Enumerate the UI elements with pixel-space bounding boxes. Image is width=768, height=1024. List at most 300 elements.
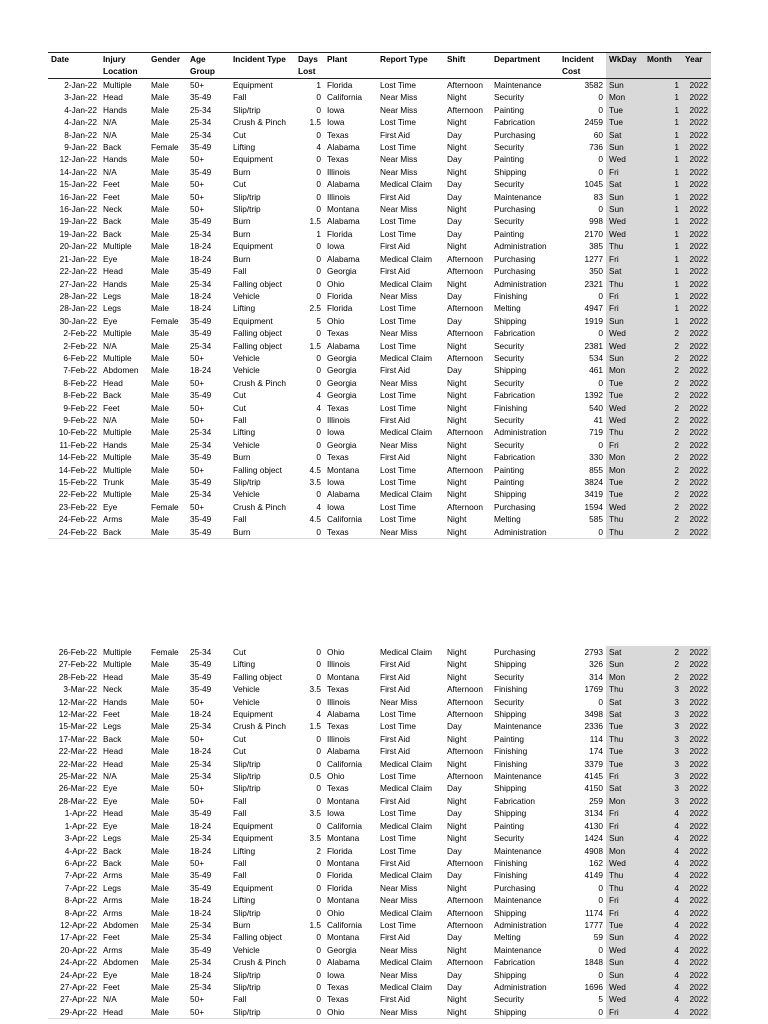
cell-age-group: 50+ xyxy=(190,179,205,190)
cell-incident-type: Crush & Pinch xyxy=(233,957,287,968)
cell-age-group: 35-49 xyxy=(190,808,212,819)
cell-report-type: Lost Time xyxy=(380,709,416,720)
cell-days-lost: 0 xyxy=(316,241,321,252)
cell-shift: Day xyxy=(447,228,462,239)
cell-report-type: Near Miss xyxy=(380,882,418,893)
table-row xyxy=(48,956,711,968)
cell-incident-cost: 385 xyxy=(589,241,603,252)
cell-incident-type: Fall xyxy=(233,870,247,881)
cell-department: Shipping xyxy=(491,1006,559,1019)
cell-date: 10-Feb-22 xyxy=(58,427,97,438)
cell-incident-cost: 0 xyxy=(598,204,603,215)
cell-year: 2022 xyxy=(682,832,711,844)
cell-incident-cost: 1769 xyxy=(584,684,603,695)
cell-days-lost: 0 xyxy=(316,820,321,831)
cell-age-group: 35-49 xyxy=(190,659,212,670)
cell-plant: Georgia xyxy=(327,266,357,277)
cell-department: Maintenance xyxy=(494,771,542,782)
cell-incident-type: Vehicle xyxy=(233,489,260,500)
cell-injury-location: Arms xyxy=(103,870,123,881)
cell-gender: Male xyxy=(151,696,169,707)
cell-report-type: Near Miss xyxy=(380,944,418,955)
cell-report-type: Lost Time xyxy=(380,833,416,844)
cell-injury-location: Arms xyxy=(103,944,123,955)
cell-year: 2022 xyxy=(682,944,711,956)
cell-month: 1 xyxy=(644,203,682,215)
cell-year: 2022 xyxy=(682,414,711,426)
cell-report-type: Near Miss xyxy=(377,1006,444,1019)
table-row xyxy=(48,265,711,277)
cell-year: 2022 xyxy=(682,526,711,539)
cell-days-lost: 0 xyxy=(316,489,321,500)
cell-wkday: Mon xyxy=(606,451,644,463)
table-row xyxy=(48,931,711,943)
cell-incident-type: Cut xyxy=(233,647,246,657)
cell-days-lost: 3.5 xyxy=(309,833,321,844)
cell-month: 4 xyxy=(644,981,682,993)
cell-incident-cost: 2336 xyxy=(584,721,603,732)
cell-wkday: Sat xyxy=(606,129,644,141)
table-row xyxy=(48,807,711,819)
cell-wkday: Wed xyxy=(606,228,644,240)
cell-injury-location: Multiple xyxy=(103,352,132,363)
cell-gender: Male xyxy=(151,994,169,1005)
cell-wkday: Mon xyxy=(606,364,644,376)
cell-days-lost: 0 xyxy=(316,969,321,980)
cell-injury-location: Feet xyxy=(103,981,120,992)
cell-shift: Night xyxy=(444,1006,491,1019)
cell-age-group: 35-49 xyxy=(190,166,212,177)
cell-date: 9-Feb-22 xyxy=(63,414,97,425)
cell-report-type: Medical Claim xyxy=(380,957,433,968)
cell-plant: Florida xyxy=(327,290,353,301)
cell-wkday: Fri xyxy=(606,439,644,451)
cell-report-type: Near Miss xyxy=(380,895,418,906)
cell-department: Purchasing xyxy=(494,129,536,140)
cell-year: 2022 xyxy=(682,894,711,906)
cell-date: 24-Apr-22 xyxy=(60,969,97,980)
cell-gender: Male xyxy=(151,514,169,525)
cell-age-group: 50+ xyxy=(190,795,205,806)
table-row xyxy=(48,782,711,794)
cell-date: 22-Feb-22 xyxy=(58,489,97,500)
table-row xyxy=(48,501,711,513)
cell-gender: Male xyxy=(151,390,169,401)
cell-shift: Night xyxy=(447,514,467,525)
cell-plant: Georgia xyxy=(327,377,357,388)
cell-days-lost: 0 xyxy=(316,365,321,376)
cell-year: 2022 xyxy=(682,302,711,314)
cell-incident-type: Crush & Pinch xyxy=(233,117,287,128)
table-row xyxy=(48,228,711,240)
cell-injury-location: Legs xyxy=(103,721,121,732)
cell-month: 1 xyxy=(644,79,682,92)
cell-report-type: Medical Claim xyxy=(380,907,433,918)
cell-gender: Male xyxy=(151,919,169,930)
cell-plant: Florida xyxy=(327,303,353,314)
cell-incident-cost: 0 xyxy=(598,154,603,165)
header-plant: Plant xyxy=(324,53,377,79)
cell-plant: Montana xyxy=(327,895,360,906)
cell-days-lost: 4 xyxy=(316,501,321,512)
cell-plant: Florida xyxy=(327,845,353,856)
cell-shift: Day xyxy=(447,365,462,376)
cell-days-lost: 0 xyxy=(316,944,321,955)
cell-gender: Male xyxy=(151,328,169,339)
cell-gender: Male xyxy=(151,671,169,682)
cell-shift: Afternoon xyxy=(447,501,483,512)
cell-incident-type: Burn xyxy=(233,228,251,239)
cell-wkday: Sun xyxy=(606,969,644,981)
cell-injury-location: N/A xyxy=(103,129,117,140)
cell-wkday: Fri xyxy=(606,770,644,782)
cell-injury-location: Legs xyxy=(103,833,121,844)
cell-days-lost: 0 xyxy=(316,154,321,165)
cell-report-type: Lost Time xyxy=(380,501,416,512)
cell-year: 2022 xyxy=(682,153,711,165)
cell-department: Administration xyxy=(494,919,547,930)
cell-incident-cost: 41 xyxy=(593,414,603,425)
cell-incident-type: Cut xyxy=(233,402,246,413)
cell-days-lost: 1.5 xyxy=(309,117,321,128)
cell-date: 26-Feb-22 xyxy=(58,647,97,657)
cell-shift: Night xyxy=(447,204,467,215)
cell-year: 2022 xyxy=(682,745,711,757)
cell-incident-type: Fall xyxy=(233,994,247,1005)
header-row xyxy=(48,53,711,79)
cell-date: 28-Mar-22 xyxy=(58,795,97,806)
cell-age-group: 25-34 xyxy=(190,957,212,968)
cell-injury-location: Back xyxy=(103,845,122,856)
cell-year: 2022 xyxy=(682,315,711,327)
table-row xyxy=(48,646,711,658)
cell-gender: Female xyxy=(151,501,179,512)
cell-gender: Male xyxy=(151,377,169,388)
table-row xyxy=(48,845,711,857)
cell-age-group: 35-49 xyxy=(190,266,212,277)
cell-date: 8-Jan-22 xyxy=(64,129,97,140)
cell-plant: Texas xyxy=(327,402,349,413)
cell-gender: Female xyxy=(151,142,179,153)
cell-incident-type: Burn xyxy=(233,919,251,930)
cell-age-group: 35-49 xyxy=(190,514,212,525)
cell-incident-cost: 1174 xyxy=(585,907,603,918)
cell-age-group: 35-49 xyxy=(190,92,212,103)
cell-department: Purchasing xyxy=(494,882,536,893)
cell-days-lost: 0 xyxy=(316,253,321,264)
cell-days-lost: 0 xyxy=(316,278,321,289)
table-row xyxy=(48,869,711,881)
cell-age-group: 50+ xyxy=(190,994,205,1005)
cell-injury-location: Multiple xyxy=(103,328,132,339)
cell-report-type: Medical Claim xyxy=(380,278,433,289)
cell-date: 17-Mar-22 xyxy=(58,733,97,744)
cell-plant: Montana xyxy=(327,671,360,682)
cell-wkday: Tue xyxy=(606,758,644,770)
cell-gender: Male xyxy=(151,216,169,227)
cell-wkday: Wed xyxy=(606,857,644,869)
cell-plant: Illinois xyxy=(327,414,351,425)
cell-year: 2022 xyxy=(682,845,711,857)
cell-date: 6-Feb-22 xyxy=(63,352,97,363)
cell-age-group: 25-34 xyxy=(190,228,212,239)
cell-year: 2022 xyxy=(682,377,711,389)
cell-month: 2 xyxy=(644,414,682,426)
cell-injury-location: Multiple xyxy=(103,489,132,500)
cell-date: 27-Jan-22 xyxy=(59,278,97,289)
cell-report-type: Medical Claim xyxy=(380,783,433,794)
cell-wkday: Sun xyxy=(606,352,644,364)
cell-report-type: Near Miss xyxy=(380,92,418,103)
cell-injury-location: Head xyxy=(100,1006,148,1019)
cell-date: 22-Mar-22 xyxy=(58,746,97,757)
cell-incident-type: Vehicle xyxy=(233,352,260,363)
cell-age-group: 25-34 xyxy=(190,721,212,732)
cell-wkday: Sat xyxy=(606,708,644,720)
table-body-bottom xyxy=(48,646,711,1019)
cell-gender: Male xyxy=(151,427,169,438)
cell-year: 2022 xyxy=(682,116,711,128)
cell-incident-cost: 1045 xyxy=(584,179,603,190)
table-row xyxy=(48,178,711,190)
cell-report-type: Near Miss xyxy=(380,969,418,980)
cell-wkday: Tue xyxy=(606,104,644,116)
cell-days-lost: 0 xyxy=(316,328,321,339)
cell-shift: Day xyxy=(447,783,462,794)
cell-gender: Male xyxy=(151,439,169,450)
cell-age-group: 50+ xyxy=(190,696,205,707)
cell-age-group: 35-49 xyxy=(190,684,212,695)
cell-incident-type: Slip/trip xyxy=(233,104,261,115)
cell-wkday: Thu xyxy=(606,733,644,745)
cell-incident-cost: 2793 xyxy=(584,647,603,657)
cell-wkday: Thu xyxy=(606,869,644,881)
cell-year: 2022 xyxy=(682,720,711,732)
cell-date: 16-Jan-22 xyxy=(59,191,97,202)
table-row xyxy=(48,476,711,488)
cell-gender: Male xyxy=(151,464,169,475)
table-row xyxy=(48,278,711,290)
cell-plant: Iowa xyxy=(327,104,345,115)
cell-wkday: Mon xyxy=(606,671,644,683)
cell-month: 4 xyxy=(644,956,682,968)
cell-month: 3 xyxy=(644,733,682,745)
cell-plant: Montana xyxy=(327,857,360,868)
cell-gender: Male xyxy=(151,932,169,943)
cell-plant: Montana xyxy=(327,795,360,806)
table-body-top xyxy=(48,79,711,539)
cell-injury-location: Multiple xyxy=(103,241,132,252)
cell-gender: Male xyxy=(151,80,169,90)
cell-year: 2022 xyxy=(682,513,711,525)
table-row xyxy=(48,215,711,227)
cell-days-lost: 1.5 xyxy=(309,216,321,227)
cell-year: 2022 xyxy=(682,770,711,782)
cell-year: 2022 xyxy=(682,981,711,993)
cell-plant: Montana xyxy=(327,833,360,844)
cell-date: 12-Mar-22 xyxy=(58,696,97,707)
cell-date: 12-Apr-22 xyxy=(60,919,97,930)
cell-plant: Texas xyxy=(327,129,349,140)
cell-incident-cost: 0 xyxy=(598,104,603,115)
table-row xyxy=(48,526,711,539)
cell-report-type: First Aid xyxy=(380,414,410,425)
cell-age-group: 18-24 xyxy=(190,746,212,757)
cell-month: 1 xyxy=(644,253,682,265)
cell-report-type: First Aid xyxy=(380,795,410,806)
cell-plant: Alabama xyxy=(327,746,360,757)
cell-age-group: 25-34 xyxy=(190,117,212,128)
cell-plant: Alabama xyxy=(327,179,360,190)
cell-wkday: Sun xyxy=(606,832,644,844)
cell-report-type: Lost Time xyxy=(380,721,416,732)
cell-incident-type: Fall xyxy=(233,414,247,425)
cell-year: 2022 xyxy=(682,696,711,708)
cell-gender: Male xyxy=(151,228,169,239)
cell-incident-cost: 3134 xyxy=(584,808,603,819)
cell-year: 2022 xyxy=(682,708,711,720)
cell-plant: Iowa xyxy=(327,501,345,512)
cell-month: 2 xyxy=(644,426,682,438)
cell-days-lost: 5 xyxy=(316,315,321,326)
cell-year: 2022 xyxy=(682,451,711,463)
incident-table-continued xyxy=(48,646,711,1019)
cell-incident-cost: 0 xyxy=(598,290,603,301)
cell-year: 2022 xyxy=(682,882,711,894)
cell-age-group: 35-49 xyxy=(190,390,212,401)
cell-age-group: 18-24 xyxy=(190,907,212,918)
cell-age-group: 25-34 xyxy=(190,771,212,782)
cell-month: 4 xyxy=(644,869,682,881)
cell-incident-cost: 83 xyxy=(593,191,603,202)
table-row xyxy=(48,733,711,745)
cell-department: Purchasing xyxy=(494,266,536,277)
table-row xyxy=(48,302,711,314)
cell-wkday: Sat xyxy=(606,178,644,190)
cell-injury-location: Feet xyxy=(103,191,120,202)
cell-incident-type: Lifting xyxy=(233,845,256,856)
cell-wkday: Fri xyxy=(606,302,644,314)
cell-shift: Night xyxy=(447,92,467,103)
header-wkday: WkDay xyxy=(606,53,644,79)
cell-incident-type: Vehicle xyxy=(233,365,260,376)
cell-year: 2022 xyxy=(682,956,711,968)
cell-plant: Florida xyxy=(327,228,353,239)
cell-department: Maintenance xyxy=(494,80,542,90)
cell-year: 2022 xyxy=(682,253,711,265)
cell-wkday: Sun xyxy=(606,658,644,670)
cell-plant: Alabama xyxy=(327,957,360,968)
cell-month: 4 xyxy=(644,993,682,1005)
cell-report-type: Near Miss xyxy=(380,377,418,388)
cell-date: 19-Jan-22 xyxy=(59,228,97,239)
cell-gender: Male xyxy=(151,253,169,264)
cell-incident-type: Lifting xyxy=(233,142,256,153)
table-row xyxy=(48,969,711,981)
cell-month: 1 xyxy=(644,228,682,240)
cell-gender: Male xyxy=(151,882,169,893)
table-row xyxy=(48,944,711,956)
cell-incident-cost: 0 xyxy=(598,439,603,450)
cell-shift: Night xyxy=(444,526,491,539)
cell-year: 2022 xyxy=(682,402,711,414)
cell-age-group: 35-49 xyxy=(190,944,212,955)
cell-incident-type: Slip/trip xyxy=(233,758,261,769)
cell-plant: Illinois xyxy=(327,191,351,202)
cell-department: Fabrication xyxy=(494,117,536,128)
table-row xyxy=(48,116,711,128)
cell-wkday: Tue xyxy=(606,919,644,931)
cell-days-lost: 0 xyxy=(316,907,321,918)
cell-shift: Night xyxy=(447,117,467,128)
cell-gender: Male xyxy=(151,820,169,831)
cell-wkday: Sun xyxy=(606,315,644,327)
cell-plant: Alabama xyxy=(327,340,360,351)
cell-date: 2-Feb-22 xyxy=(63,340,97,351)
cell-incident-cost: 998 xyxy=(589,216,603,227)
cell-age-group: 25-34 xyxy=(190,427,212,438)
cell-month: 2 xyxy=(644,513,682,525)
cell-year: 2022 xyxy=(682,352,711,364)
cell-incident-cost: 3582 xyxy=(584,80,603,90)
cell-days-lost: 2 xyxy=(316,845,321,856)
cell-month: 4 xyxy=(644,907,682,919)
cell-incident-cost: 314 xyxy=(589,671,603,682)
cell-injury-location: Arms xyxy=(103,514,123,525)
cell-shift: Night xyxy=(447,377,467,388)
cell-month: 4 xyxy=(644,1006,682,1019)
cell-incident-cost: 60 xyxy=(593,129,603,140)
cell-days-lost: 0 xyxy=(316,981,321,992)
cell-injury-location: Trunk xyxy=(103,477,124,487)
cell-incident-cost: 4908 xyxy=(584,845,603,856)
cell-age-group: 18-24 xyxy=(190,241,212,252)
cell-department: Finishing xyxy=(494,684,528,695)
cell-injury-location: Hands xyxy=(103,278,127,289)
cell-report-type: Medical Claim xyxy=(380,981,433,992)
cell-plant: Ohio xyxy=(327,278,345,289)
cell-incident-type: Equipment xyxy=(233,882,273,893)
table-row xyxy=(48,129,711,141)
cell-date: 20-Jan-22 xyxy=(59,241,97,252)
cell-age-group: 35-49 xyxy=(190,477,212,487)
cell-days-lost: 0 xyxy=(316,857,321,868)
cell-report-type: First Aid xyxy=(380,129,410,140)
cell-report-type: First Aid xyxy=(380,241,410,252)
cell-department: Purchasing xyxy=(494,204,536,215)
cell-shift: Day xyxy=(447,932,462,943)
cell-date: 6-Apr-22 xyxy=(64,857,97,868)
cell-shift: Day xyxy=(447,721,462,732)
cell-report-type: Medical Claim xyxy=(380,647,433,657)
cell-shift: Afternoon xyxy=(447,80,483,90)
cell-department: Shipping xyxy=(494,907,527,918)
cell-incident-cost: 855 xyxy=(589,464,603,475)
cell-incident-type: Falling object xyxy=(233,932,282,943)
cell-injury-location: Back xyxy=(103,857,122,868)
cell-wkday: Fri xyxy=(606,820,644,832)
cell-plant: Iowa xyxy=(327,117,345,128)
cell-plant: California xyxy=(327,820,363,831)
cell-date: 12-Jan-22 xyxy=(59,154,97,165)
cell-gender: Male xyxy=(151,907,169,918)
cell-incident-type: Slip/trip xyxy=(233,191,261,202)
cell-department: Security xyxy=(494,216,524,227)
cell-age-group: 50+ xyxy=(190,464,205,475)
cell-gender: Male xyxy=(151,92,169,103)
cell-gender: Male xyxy=(151,870,169,881)
cell-year: 2022 xyxy=(682,907,711,919)
